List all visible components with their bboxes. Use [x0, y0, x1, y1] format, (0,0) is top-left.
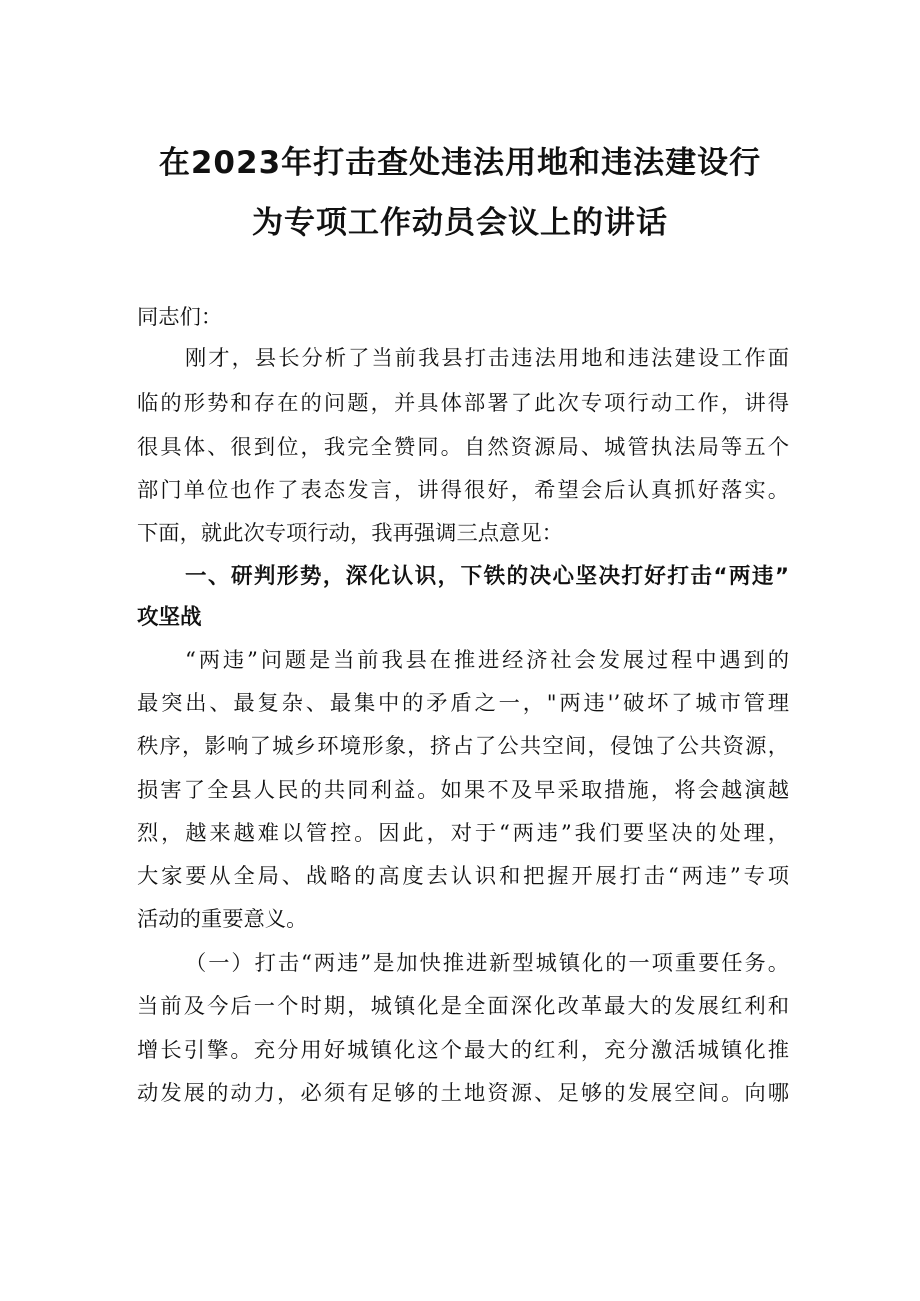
paragraph-2-line-7: 活动的重要意义。 — [137, 907, 308, 932]
paragraph-2-line-3: 秩序，影响了城乡环境形象，挤占了公共空间，侵蚀了公共资源， — [137, 734, 789, 759]
paragraph-1-line-5: 下面，就此次专项行动，我再强调三点意见： — [137, 521, 563, 546]
paragraph-3-line-1: （一）打击“两违”是加快推进新型城镇化的一项重要任务。 — [185, 951, 789, 976]
section-heading-1-line-2: 攻坚战 — [137, 605, 202, 630]
paragraph-1-line-2: 临的形势和存在的问题，并具体部署了此次专项行动工作，讲得 — [137, 391, 789, 416]
document-title-line-1: 在2023年打击查处违法用地和违法建设行 — [158, 145, 762, 181]
section-heading-1-line-1: 一、研判形势，深化认识，下铁的决心坚决打好打击“两违” — [185, 564, 789, 589]
paragraph-2-line-2: 最突出、最复杂、最集中的矛盾之一，"两违'’破坏了城市管理 — [137, 691, 789, 716]
paragraph-1-line-3: 很具体、很到位，我完全赞同。自然资源局、城管执法局等五个 — [137, 435, 789, 460]
paragraph-1-line-1: 刚才，县长分析了当前我县打击违法用地和违法建设工作面 — [185, 346, 789, 371]
salutation: 同志们： — [137, 305, 223, 330]
paragraph-2-line-4: 损害了全县人民的共同利益。如果不及早采取措施，将会越演越 — [137, 778, 789, 803]
paragraph-2-line-1: “两违”问题是当前我县在推进经济社会发展过程中遇到的 — [185, 648, 789, 673]
paragraph-2-line-6: 大家要从全局、战略的高度去认识和把握开展打击“两违”专项 — [137, 864, 789, 889]
paragraph-3-line-4: 动发展的动力，必须有足够的土地资源、足够的发展空间。向哪 — [137, 1081, 789, 1106]
paragraph-3-line-3: 增长引擎。充分用好城镇化这个最大的红利，充分激活城镇化推 — [137, 1038, 789, 1063]
paragraph-2-line-5: 烈，越来越难以管控。因此，对于“两违”我们要坚决的处理， — [137, 821, 789, 846]
document-title-line-2: 为专项工作动员会议上的讲话 — [252, 205, 668, 241]
paragraph-1-line-4: 部门单位也作了表态发言，讲得很好，希望会后认真抓好落实。 — [137, 478, 789, 503]
paragraph-3-line-2: 当前及今后一个时期，城镇化是全面深化改革最大的发展红利和 — [137, 994, 789, 1019]
